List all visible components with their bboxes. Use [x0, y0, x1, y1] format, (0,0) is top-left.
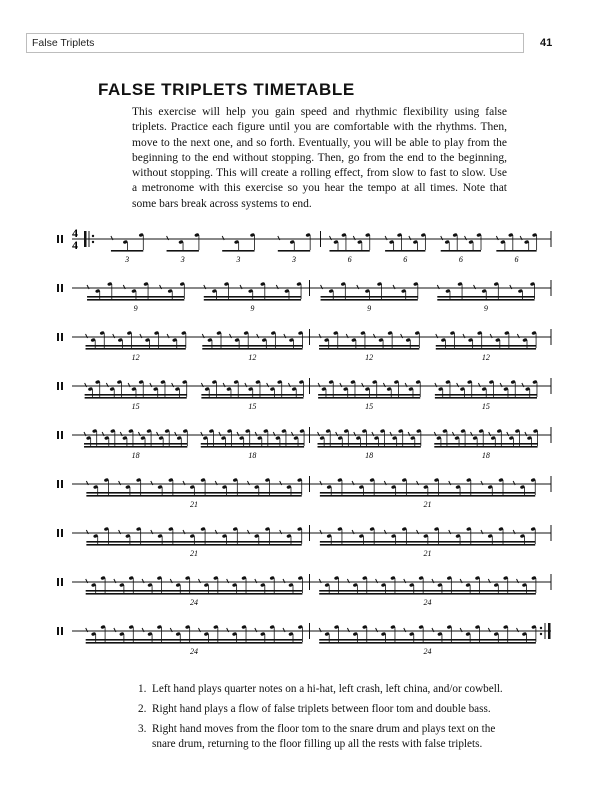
note-beam	[318, 446, 421, 448]
time-signature-bottom: 4	[72, 238, 78, 252]
note-beam	[319, 639, 536, 641]
note-beam	[278, 250, 310, 252]
tuplet-number: 6	[514, 255, 519, 264]
note-beam	[435, 394, 537, 396]
tuplet-number: 9	[250, 304, 255, 313]
note-beam	[436, 348, 536, 350]
percussion-clef	[57, 235, 59, 243]
time-signature-top: 4	[72, 226, 78, 240]
tuplet-number: 6	[347, 255, 352, 264]
note-beam	[204, 296, 301, 298]
tuplet-number: 3	[125, 255, 130, 264]
percussion-clef	[57, 284, 59, 292]
repeat-start-bar	[84, 231, 87, 247]
note-beam	[441, 250, 481, 252]
running-head: False Triplets	[32, 37, 95, 49]
instruction-list	[138, 682, 513, 757]
tuplet-number: 24	[190, 647, 199, 656]
tuplet-number: 21	[423, 500, 432, 509]
note-beam	[320, 541, 535, 543]
tuplet-number: 12	[481, 353, 490, 362]
percussion-clef	[57, 333, 59, 341]
note-beam	[321, 296, 418, 298]
note-beam	[87, 296, 184, 298]
note-beam	[204, 299, 301, 301]
note-beam	[86, 541, 301, 543]
note-beam	[86, 345, 186, 347]
percussion-clef	[61, 284, 63, 292]
tuplet-number: 15	[248, 402, 257, 411]
percussion-clef	[61, 431, 63, 439]
tuplet-number: 12	[131, 353, 140, 362]
page-title: FALSE TRIPLETS TIMETABLE	[98, 80, 355, 99]
note-beam	[86, 593, 303, 595]
note-beam	[201, 443, 304, 445]
instruction-text: Right hand plays a flow of false triplets between floor tom and double bass.	[152, 703, 491, 716]
percussion-clef	[61, 480, 63, 488]
percussion-clef	[57, 480, 59, 488]
note-beam	[318, 443, 421, 445]
note-beam	[84, 443, 187, 445]
percussion-clef	[61, 529, 63, 537]
tuplet-number: 24	[423, 598, 432, 607]
note-beam	[167, 250, 199, 252]
repeat-dot	[92, 241, 94, 243]
note-beam	[87, 299, 184, 301]
note-beam	[318, 397, 420, 399]
note-beam	[85, 394, 187, 396]
note-beam	[201, 446, 304, 448]
note-beam	[319, 590, 536, 592]
repeat-dot	[540, 627, 542, 629]
tuplet-number: 18	[248, 451, 257, 460]
note-beam	[86, 348, 186, 350]
note-beam	[385, 250, 425, 252]
tuplet-number: 12	[365, 353, 374, 362]
note-beam	[84, 446, 187, 448]
note-beam	[86, 590, 303, 592]
note-beam	[434, 443, 537, 445]
percussion-clef	[61, 235, 63, 243]
note-beam	[437, 299, 534, 301]
note-beam	[318, 394, 420, 396]
percussion-clef	[57, 431, 59, 439]
drum-notation	[0, 220, 600, 675]
note-beam	[320, 495, 535, 497]
note-beam	[111, 250, 143, 252]
tuplet-number: 15	[481, 402, 490, 411]
note-beam	[437, 296, 534, 298]
instruction-item	[138, 722, 513, 750]
repeat-end-bar	[548, 623, 551, 639]
percussion-clef	[57, 627, 59, 635]
percussion-clef	[57, 578, 59, 586]
note-beam	[319, 345, 419, 347]
instruction-item	[138, 702, 513, 716]
note-beam	[329, 250, 369, 252]
repeat-dot	[92, 235, 94, 237]
note-beam	[320, 492, 535, 494]
note-beam	[86, 639, 303, 641]
percussion-clef	[57, 382, 59, 390]
tuplet-number: 21	[190, 549, 199, 558]
instruction-number: 3.	[138, 723, 147, 736]
note-beam	[86, 495, 301, 497]
note-beam	[222, 250, 254, 252]
percussion-clef	[61, 578, 63, 586]
instruction-number: 1.	[138, 683, 147, 695]
note-beam	[86, 642, 303, 644]
tuplet-number: 21	[423, 549, 432, 558]
tuplet-number: 24	[423, 647, 432, 656]
note-beam	[86, 544, 301, 546]
tuplet-number: 15	[131, 402, 140, 411]
tuplet-number: 9	[133, 304, 138, 313]
note-beam	[201, 397, 303, 399]
note-beam	[202, 348, 302, 350]
note-beam	[436, 345, 536, 347]
tuplet-number: 21	[190, 500, 199, 509]
tuplet-number: 18	[481, 451, 490, 460]
note-beam	[85, 397, 187, 399]
note-beam	[201, 394, 303, 396]
tuplet-number: 3	[291, 255, 296, 264]
note-beam	[435, 397, 537, 399]
tuplet-number: 12	[248, 353, 257, 362]
note-beam	[319, 642, 536, 644]
note-beam	[202, 345, 302, 347]
tuplet-number: 24	[190, 598, 199, 607]
repeat-dot	[540, 633, 542, 635]
note-beam	[321, 299, 418, 301]
percussion-clef	[57, 529, 59, 537]
tuplet-number: 9	[483, 304, 488, 313]
tuplet-number: 18	[131, 451, 140, 460]
tuplet-number: 18	[365, 451, 374, 460]
tuplet-number: 9	[367, 304, 372, 313]
note-beam	[86, 492, 301, 494]
instruction-number: 2.	[138, 703, 147, 716]
percussion-clef	[61, 333, 63, 341]
tuplet-number: 3	[180, 255, 185, 264]
tuplet-number: 15	[365, 402, 374, 411]
percussion-clef	[61, 627, 63, 635]
note-beam	[496, 250, 536, 252]
tuplet-number: 3	[236, 255, 241, 264]
note-beam	[319, 348, 419, 350]
tuplet-number: 6	[458, 255, 463, 264]
note-beam	[320, 544, 535, 546]
intro-paragraph: This exercise will help you gain speed and rhythmic flexibility using false triplets. Practice each figure until you are comfortable with the rhythms. Then, move to the next one, and so forth. Eventually, you will be able to play from the beginning to the end without stopping. Then, go from the end to the beginning, without stopping. This will create a rolling effect, from slow to fast to slow. Use a metronome with this exercise so you hear the tempo at all times. Note that some bars break across systems to end.	[132, 106, 507, 210]
instruction-text: Left hand plays quarter notes on a hi-hat, left crash, left china, and/or cowbell.	[152, 683, 503, 695]
instruction-text: Right hand moves from the floor tom to the snare drum and plays text on the snare drum, returning to the floor filling up all the rests with false triplets.	[152, 723, 496, 750]
running-head-frame	[26, 33, 524, 53]
percussion-clef	[61, 382, 63, 390]
tuplet-number: 6	[403, 255, 408, 264]
page-number: 41	[540, 37, 553, 49]
instruction-item	[138, 682, 513, 696]
note-beam	[434, 446, 537, 448]
note-beam	[319, 593, 536, 595]
